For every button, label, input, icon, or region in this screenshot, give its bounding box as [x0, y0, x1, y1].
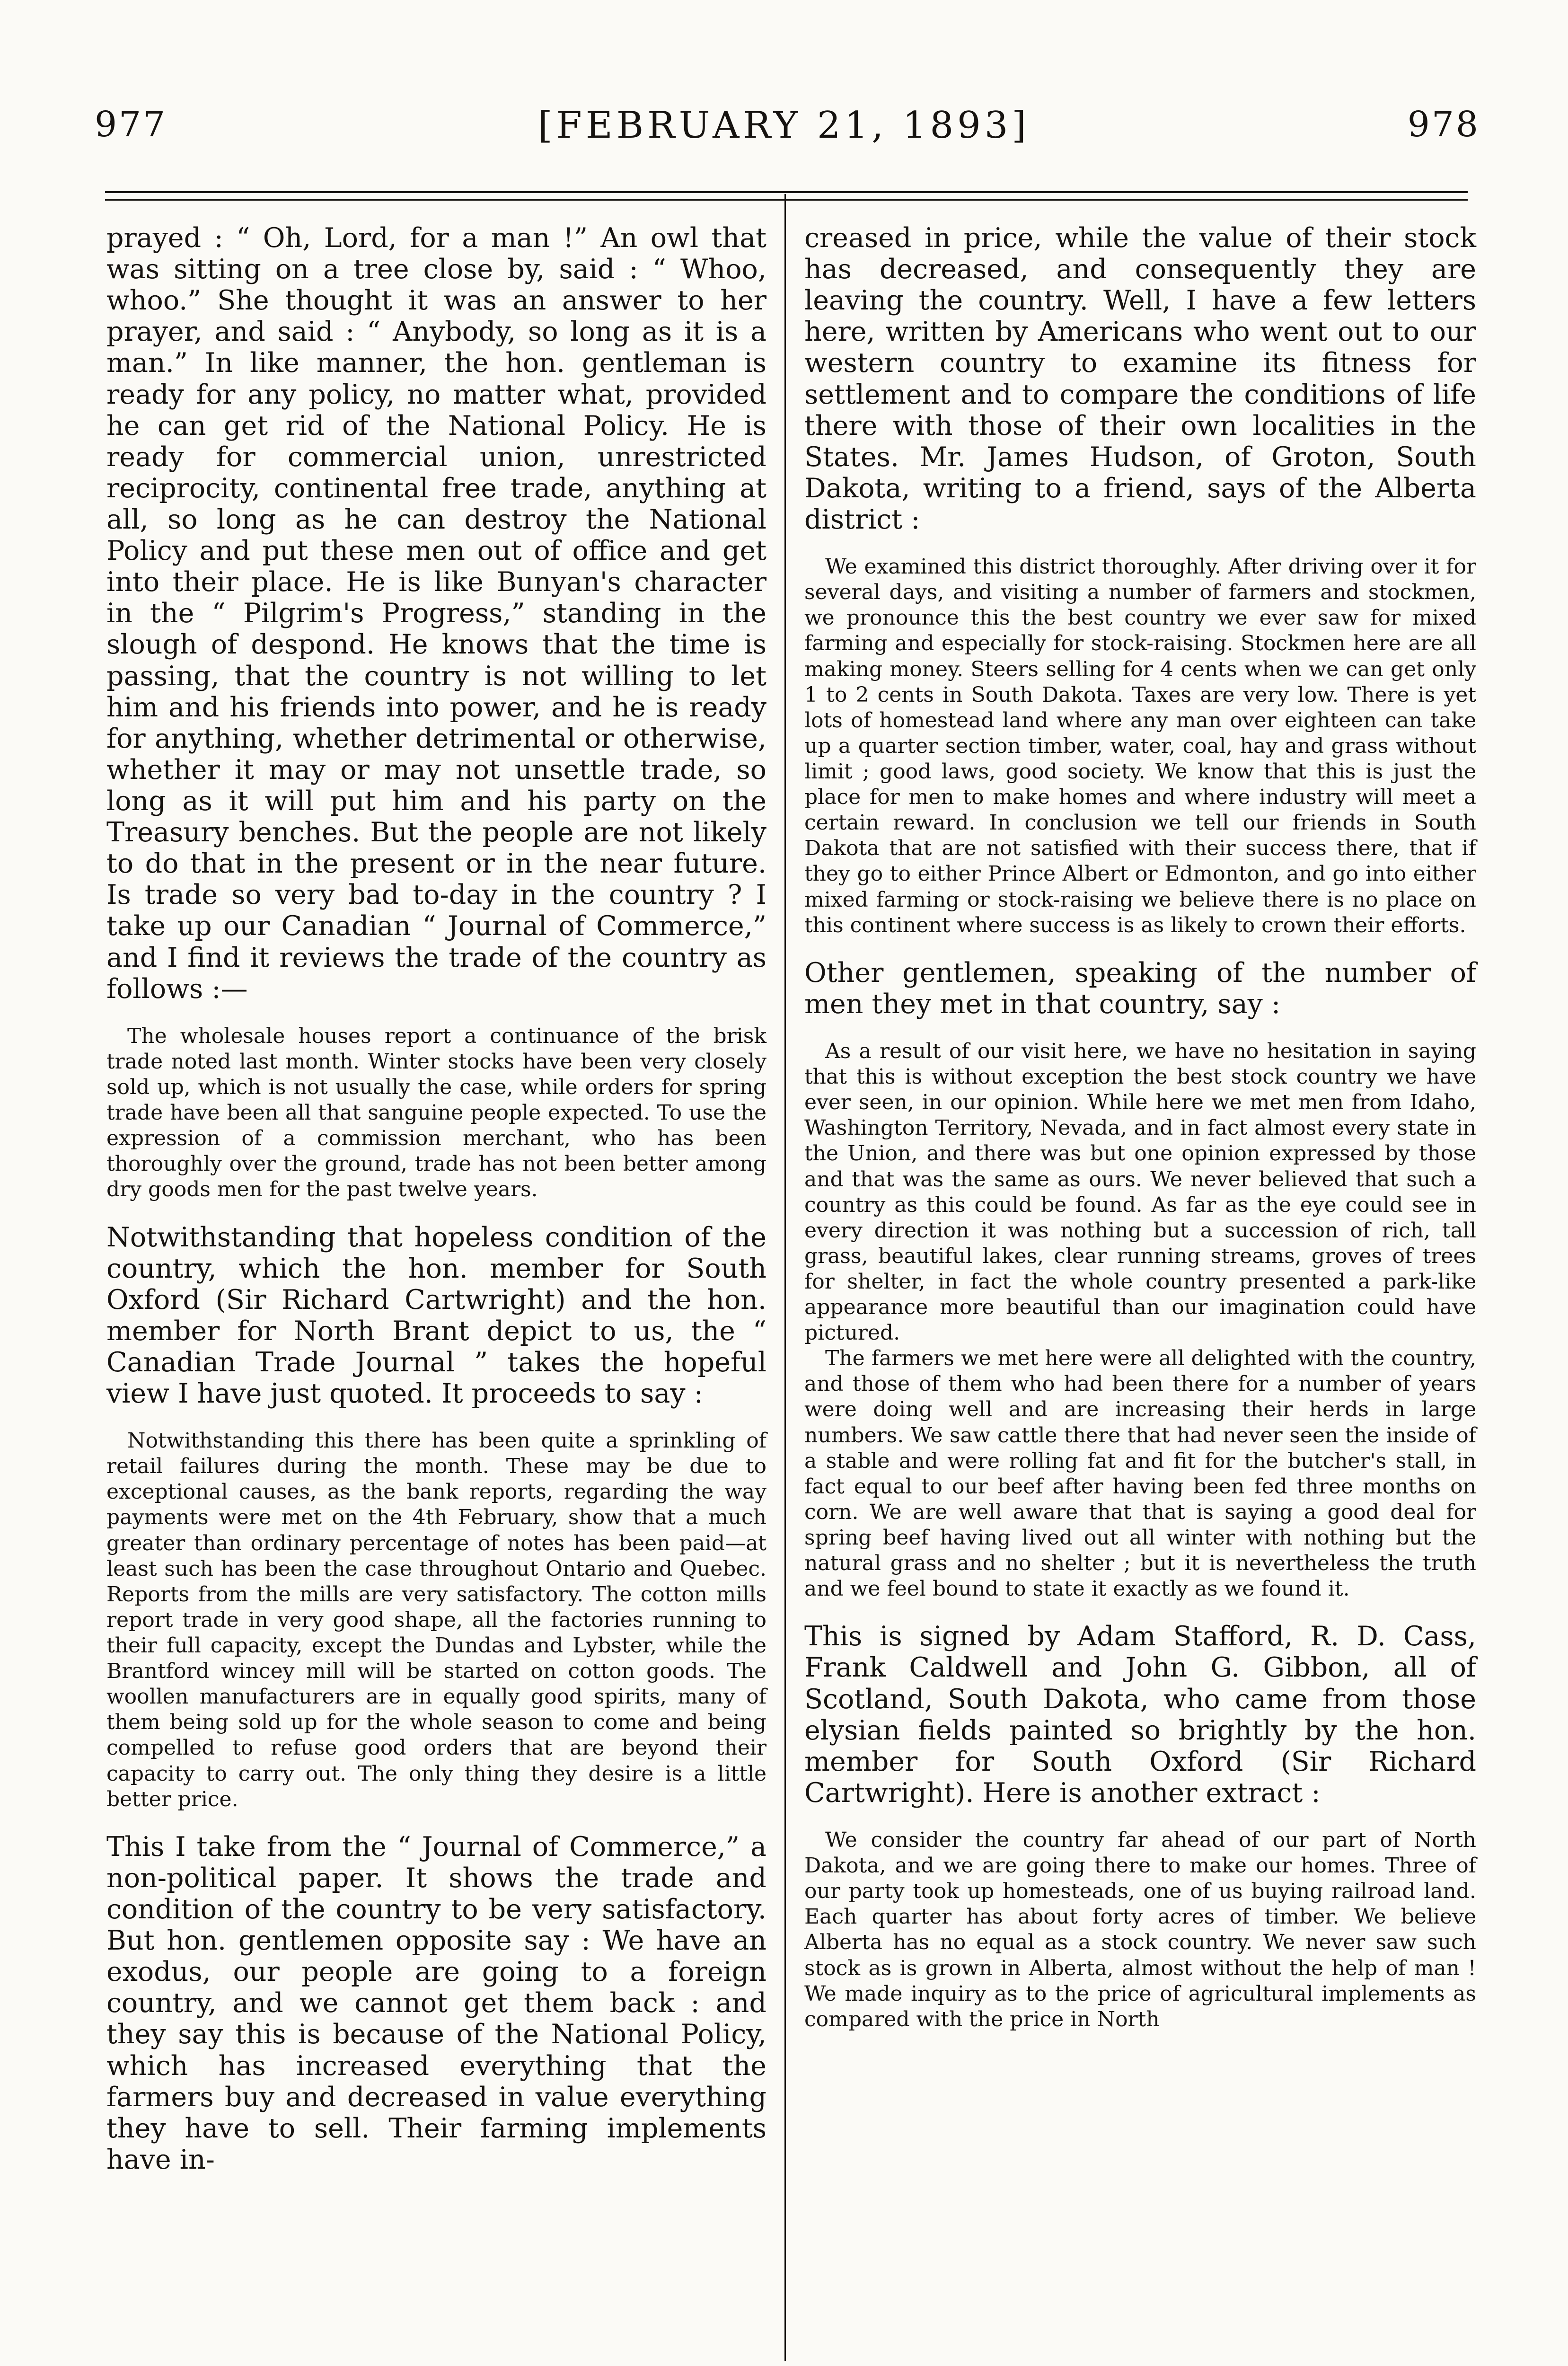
right-column [804, 222, 1476, 2032]
page-number-right: 978 [1407, 104, 1480, 145]
speech-paragraph: This is signed by Adam Stafford, R. D. Cass, Frank Caldwell and John G. Gibbon, all of Scotland, South Dakota, who came from those elysian fields painted so brightly by the hon. member for South Oxford (Sir Richard Cartwright). Here is another extract : [804, 1621, 1476, 1809]
left-column [106, 222, 766, 2175]
column-divider [784, 194, 786, 2361]
header-rule-bottom [105, 199, 1468, 201]
quoted-letter: The farmers we met here were all delighted with the country, and those of them who had been there for a number of years were doing well and are increasing their herds in large numbers. We saw cattle there that had never seen the inside of a stable and were rolling fat and fit for the butcher's stall, in fact equal to our beef after having been fed three months on corn. We are well aware that that is saying a good deal for spring beef having lived out all winter with nothing but the natural grass and no shelter ; but it is nevertheless the truth and we feel bound to state it exactly as we found it. [804, 1346, 1476, 1601]
quoted-letter: As a result of our visit here, we have no hesitation in saying that this is without exception the best stock country we have ever seen, in our opinion. While here we met men from Idaho, Washington Territory, Nevada, and in fact almost every state in the Union, and there was but one opinion expressed by those and that was the same as ours. We never believed that such a country as this could be found. As far as the eye could see in every direction it was nothing but a succession of rich, tall grass, beautiful lakes, clear running streams, groves of trees for shelter, in fact the whole country presented a park-like appearance more beautiful than our imagination could have pictured. [804, 1039, 1476, 1345]
speech-paragraph: This I take from the “ Journal of Commerce,” a non-political paper. It shows the trade and condition of the country to be very satisfactory. But hon. gentlemen opposite say : We have an exodus, our people are going to a foreign country, and we cannot get them back : and they say this is because of the National Policy, which has increased everything that the farmers buy and decreased in value everything they have to sell. Their farming implements have in- [106, 1831, 766, 2175]
speech-paragraph: Other gentlemen, speaking of the number of men they met in that country, say : [804, 957, 1476, 1020]
header-rule-top [105, 191, 1468, 193]
quoted-extract: The wholesale houses report a continuance of the brisk trade noted last month. Winter stocks have been very closely sold up, which is not usually the case, while orders for spring trade have been all that sanguine people expected. To use the expression of a commission merchant, who has been thoroughly over the ground, trade has not been better among dry goods men for the past twelve years. [106, 1024, 766, 1202]
quoted-letter: We examined this district thoroughly. After driving over it for several days, and visiting a number of farmers and stockmen, we pronounce this the best country we ever saw for mixed farming and especially for stock-raising. Stockmen here are all making money. Steers selling for 4 cents when we can get only 1 to 2 cents in South Dakota. Taxes are very low. There is yet lots of homestead land where any man over eighteen can take up a quarter section timber, water, coal, hay and grass without limit ; good laws, good society. We know that this is just the place for men to make homes and where industry will meet a certain reward. In conclusion we tell our friends in South Dakota that are not satisfied with their success there, that if they go to either Prince Albert or Edmonton, and go into either mixed farming or stock-raising we believe there is no place on this continent where success is as likely to crown their efforts. [804, 555, 1476, 937]
page-header [0, 95, 1568, 166]
speech-paragraph: Notwithstanding that hopeless condition of the country, which the hon. member for South Oxford (Sir Richard Cartwright) and the hon. member for North Brant depict to us, the “ Canadian Trade Journal ” takes the hopeful view I have just quoted. It proceeds to say : [106, 1221, 766, 1410]
speech-paragraph: creased in price, while the value of their stock has decreased, and consequently they are leaving the country. Well, I have a few letters here, written by Americans who went out to our western country to examine its fitness for settlement and to compare the conditions of life there with those of their own localities in the States. Mr. James Hudson, of Groton, South Dakota, writing to a friend, says of the Alberta district : [804, 222, 1476, 535]
quoted-extract: Notwithstanding this there has been quite a sprinkling of retail failures during the month. These may be due to exceptional causes, as the bank reports, regarding the way payments were met on the 4th February, show that a much greater than ordinary percentage of notes has been paid—at least such has been the case throughout Ontario and Quebec. Reports from the mills are very satisfactory. The cotton mills report trade in very good shape, all the factories running to their full capacity, except the Dundas and Lybster, while the Brantford wincey mill will be started on cotton goods. The woollen manufacturers are in equally good spirits, many of them being sold up for the whole season to come and being compelled to refuse good orders that are beyond their capacity to carry out. The only thing they desire is a little better price. [106, 1429, 766, 1811]
page-number-left: 977 [95, 104, 167, 145]
quoted-letter: We consider the country far ahead of our part of North Dakota, and we are going there to make our homes. Three of our party took up homesteads, one of us buying railroad land. Each quarter has about forty acres of timber. We believe Alberta has no equal as a stock country. We never saw such stock as is grown in Alberta, almost without the help of man ! We made inquiry as to the price of agricultural implements as compared with the price in North [804, 1828, 1476, 2031]
speech-paragraph: prayed : “ Oh, Lord, for a man !” An owl that was sitting on a tree close by, said : “ Whoo, whoo.” She thought it was an answer to her prayer, and said : “ Anybody, so long as it is a man.” In like manner, the hon. gentleman is ready for any policy, no matter what, provided he can get rid of the National Policy. He is ready for commercial union, unrestricted reciprocity, continental free trade, anything at all, so long as he can destroy the National Policy and put these men out of office and get into their place. He is like Bunyan's character in the “ Pilgrim's Progress,” standing in the slough of despond. He knows that the time is passing, that the country is not willing to let him and his friends into power, and he is ready for anything, whether detrimental or otherwise, whether it may or may not unsettle trade, so long as it will put him and his party on the Treasury benches. But the people are not likely to do that in the present or in the near future. Is trade so very bad to-day in the country ? I take up our Canadian “ Journal of Commerce,” and I find it reviews the trade of the country as follows :— [106, 222, 766, 1005]
issue-date: [FEBRUARY 21, 1893] [538, 104, 1030, 147]
